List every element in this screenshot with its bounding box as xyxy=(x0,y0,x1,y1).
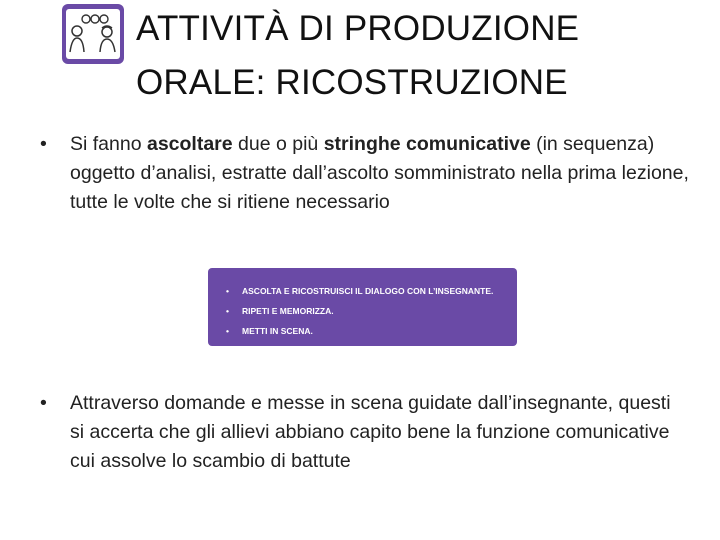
instruction-item xyxy=(226,321,493,341)
instruction-item xyxy=(226,281,493,301)
bullet-text: Attraverso domande e messe in scena guidate dall’insegnante, questi si accerta che gli allievi abbiano capito bene la funzione comunicative cui assolve lo scambio di battute xyxy=(70,392,671,472)
text-segment: due o più xyxy=(232,133,324,155)
bullet-text xyxy=(70,130,690,217)
bullet-dot: • xyxy=(226,306,229,316)
instruction-text: METTI IN SCENA. xyxy=(242,326,313,336)
bullet-dot: • xyxy=(40,133,47,155)
text-segment: (in sequenza) oggetto d’analisi, estratte dall’ascolto somministrato nella prima lezione, tutte le volte che si ritiene necessario xyxy=(70,133,689,213)
instruction-item xyxy=(226,301,493,321)
title-line-1: ATTIVITÀ DI PRODUZIONE xyxy=(136,9,580,48)
bullet-item-listening xyxy=(40,130,690,217)
bullet-item-staging xyxy=(40,389,690,476)
dialogue-logo xyxy=(62,4,124,64)
bullet-dot: • xyxy=(226,286,229,296)
text-segment: Si fanno xyxy=(70,133,147,155)
dialogue-people-icon xyxy=(62,4,124,64)
instruction-text: ASCOLTA E RICOSTRUISCI IL DIALOGO CON L’INSEGNANTE. xyxy=(242,286,494,296)
instruction-text: RIPETI E MEMORIZZA. xyxy=(242,306,334,316)
title-line-2: ORALE: RICOSTRUZIONE xyxy=(136,63,568,102)
page-title xyxy=(136,2,696,110)
instruction-box xyxy=(208,268,517,346)
emphasis-ascoltare: ascoltare xyxy=(146,133,233,155)
emphasis-stringhe: stringhe comunicative xyxy=(323,133,531,155)
instruction-list xyxy=(226,281,493,341)
bullet-dot: • xyxy=(40,392,47,414)
bullet-dot: • xyxy=(226,326,229,336)
